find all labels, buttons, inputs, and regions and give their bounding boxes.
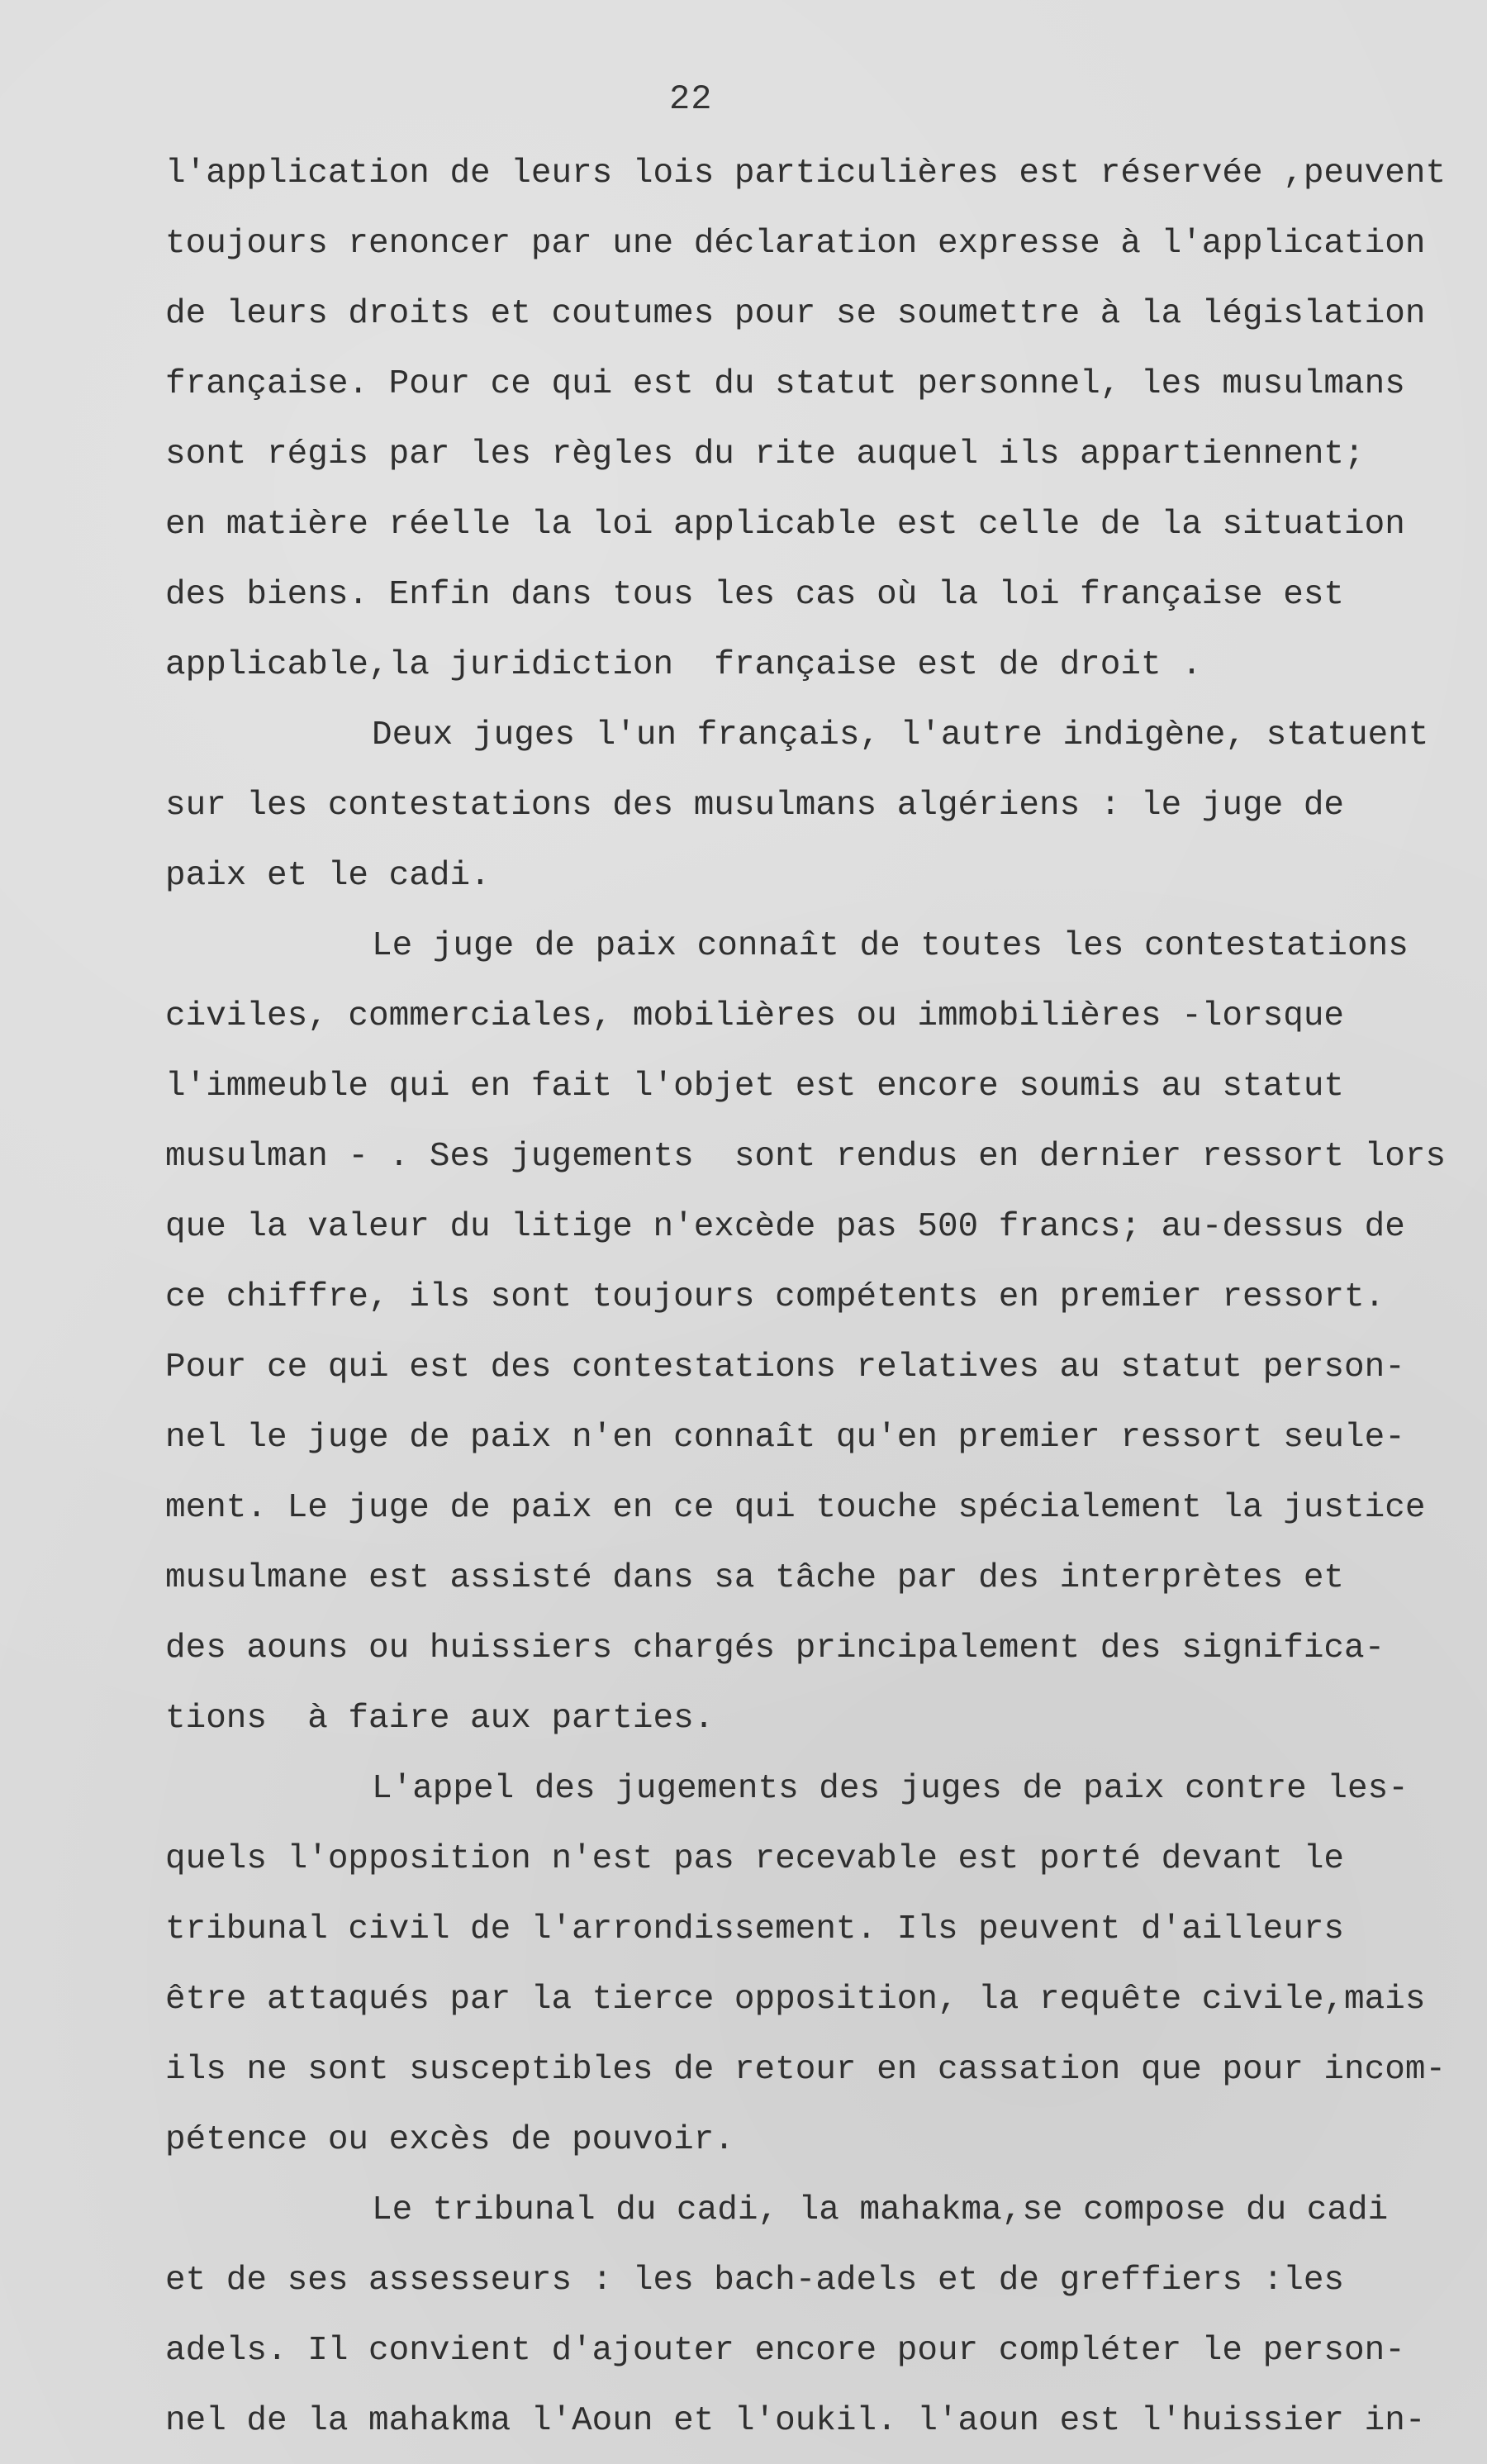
- text-line: musulmane est assisté dans sa tâche par des interprètes et: [165, 1559, 1345, 1597]
- text-line: paix et le cadi.: [165, 857, 491, 895]
- text-line: être attaqués par la tierce opposition, la requête civile,mais: [165, 1981, 1426, 2019]
- text-line: des biens. Enfin dans tous les cas où la loi française est: [165, 576, 1345, 614]
- text-line: pétence ou excès de pouvoir.: [165, 2121, 734, 2159]
- text-line: toujours renoncer par une déclaration expresse à l'application: [165, 225, 1426, 263]
- text-line: applicable,la juridiction française est de droit .: [165, 646, 1202, 684]
- page-number: 22: [669, 79, 713, 119]
- text-line: l'immeuble qui en fait l'objet est encore soumis au statut: [165, 1068, 1345, 1106]
- text-line: de leurs droits et coutumes pour se soumettre à la législation: [165, 295, 1426, 333]
- text-line: tribunal civil de l'arrondissement. Ils peuvent d'ailleurs: [165, 1910, 1345, 1948]
- text-line: adels. Il convient d'ajouter encore pour compléter le person-: [165, 2332, 1405, 2370]
- text-line: Le tribunal du cadi, la mahakma,se compose du cadi: [372, 2191, 1389, 2229]
- text-line: L'appel des jugements des juges de paix contre les-: [372, 1770, 1409, 1808]
- text-line: sont régis par les règles du rite auquel ils appartiennent;: [165, 435, 1365, 473]
- text-line: ment. Le juge de paix en ce qui touche spécialement la justice: [165, 1489, 1426, 1527]
- text-line: musulman - . Ses jugements sont rendus en dernier ressort lors: [165, 1138, 1447, 1176]
- text-line: quels l'opposition n'est pas recevable est porté devant le: [165, 1840, 1345, 1878]
- text-line: Pour ce qui est des contestations relatives au statut person-: [165, 1349, 1405, 1387]
- text-line: tions à faire aux parties.: [165, 1700, 715, 1738]
- text-line: nel le juge de paix n'en connaît qu'en premier ressort seule-: [165, 1419, 1405, 1457]
- body-text: [165, 139, 1470, 2457]
- text-line: Deux juges l'un français, l'autre indigène, statuent: [372, 716, 1429, 754]
- text-line: que la valeur du litige n'excède pas 500 francs; au-dessus de: [165, 1208, 1405, 1246]
- text-line: française. Pour ce qui est du statut personnel, les musulmans: [165, 365, 1405, 403]
- text-line: des aouns ou huissiers chargés principalement des significa-: [165, 1629, 1385, 1667]
- text-line: l'application de leurs lois particulières est réservée ,peuvent: [165, 155, 1447, 193]
- text-line: Le juge de paix connaît de toutes les contestations: [372, 927, 1409, 965]
- text-line: nel de la mahakma l'Aoun et l'oukil. l'aoun est l'huissier in-: [165, 2402, 1426, 2440]
- text-line: civiles, commerciales, mobilières ou immobilières -lorsque: [165, 997, 1345, 1035]
- text-line: en matière réelle la loi applicable est celle de la situation: [165, 506, 1405, 544]
- text-line: et de ses assesseurs : les bach-adels et de greffiers :les: [165, 2262, 1345, 2300]
- text-line: ils ne sont susceptibles de retour en cassation que pour incom-: [165, 2051, 1447, 2089]
- text-line: ce chiffre, ils sont toujours compétents en premier ressort.: [165, 1278, 1385, 1316]
- text-line: sur les contestations des musulmans algériens : le juge de: [165, 787, 1345, 825]
